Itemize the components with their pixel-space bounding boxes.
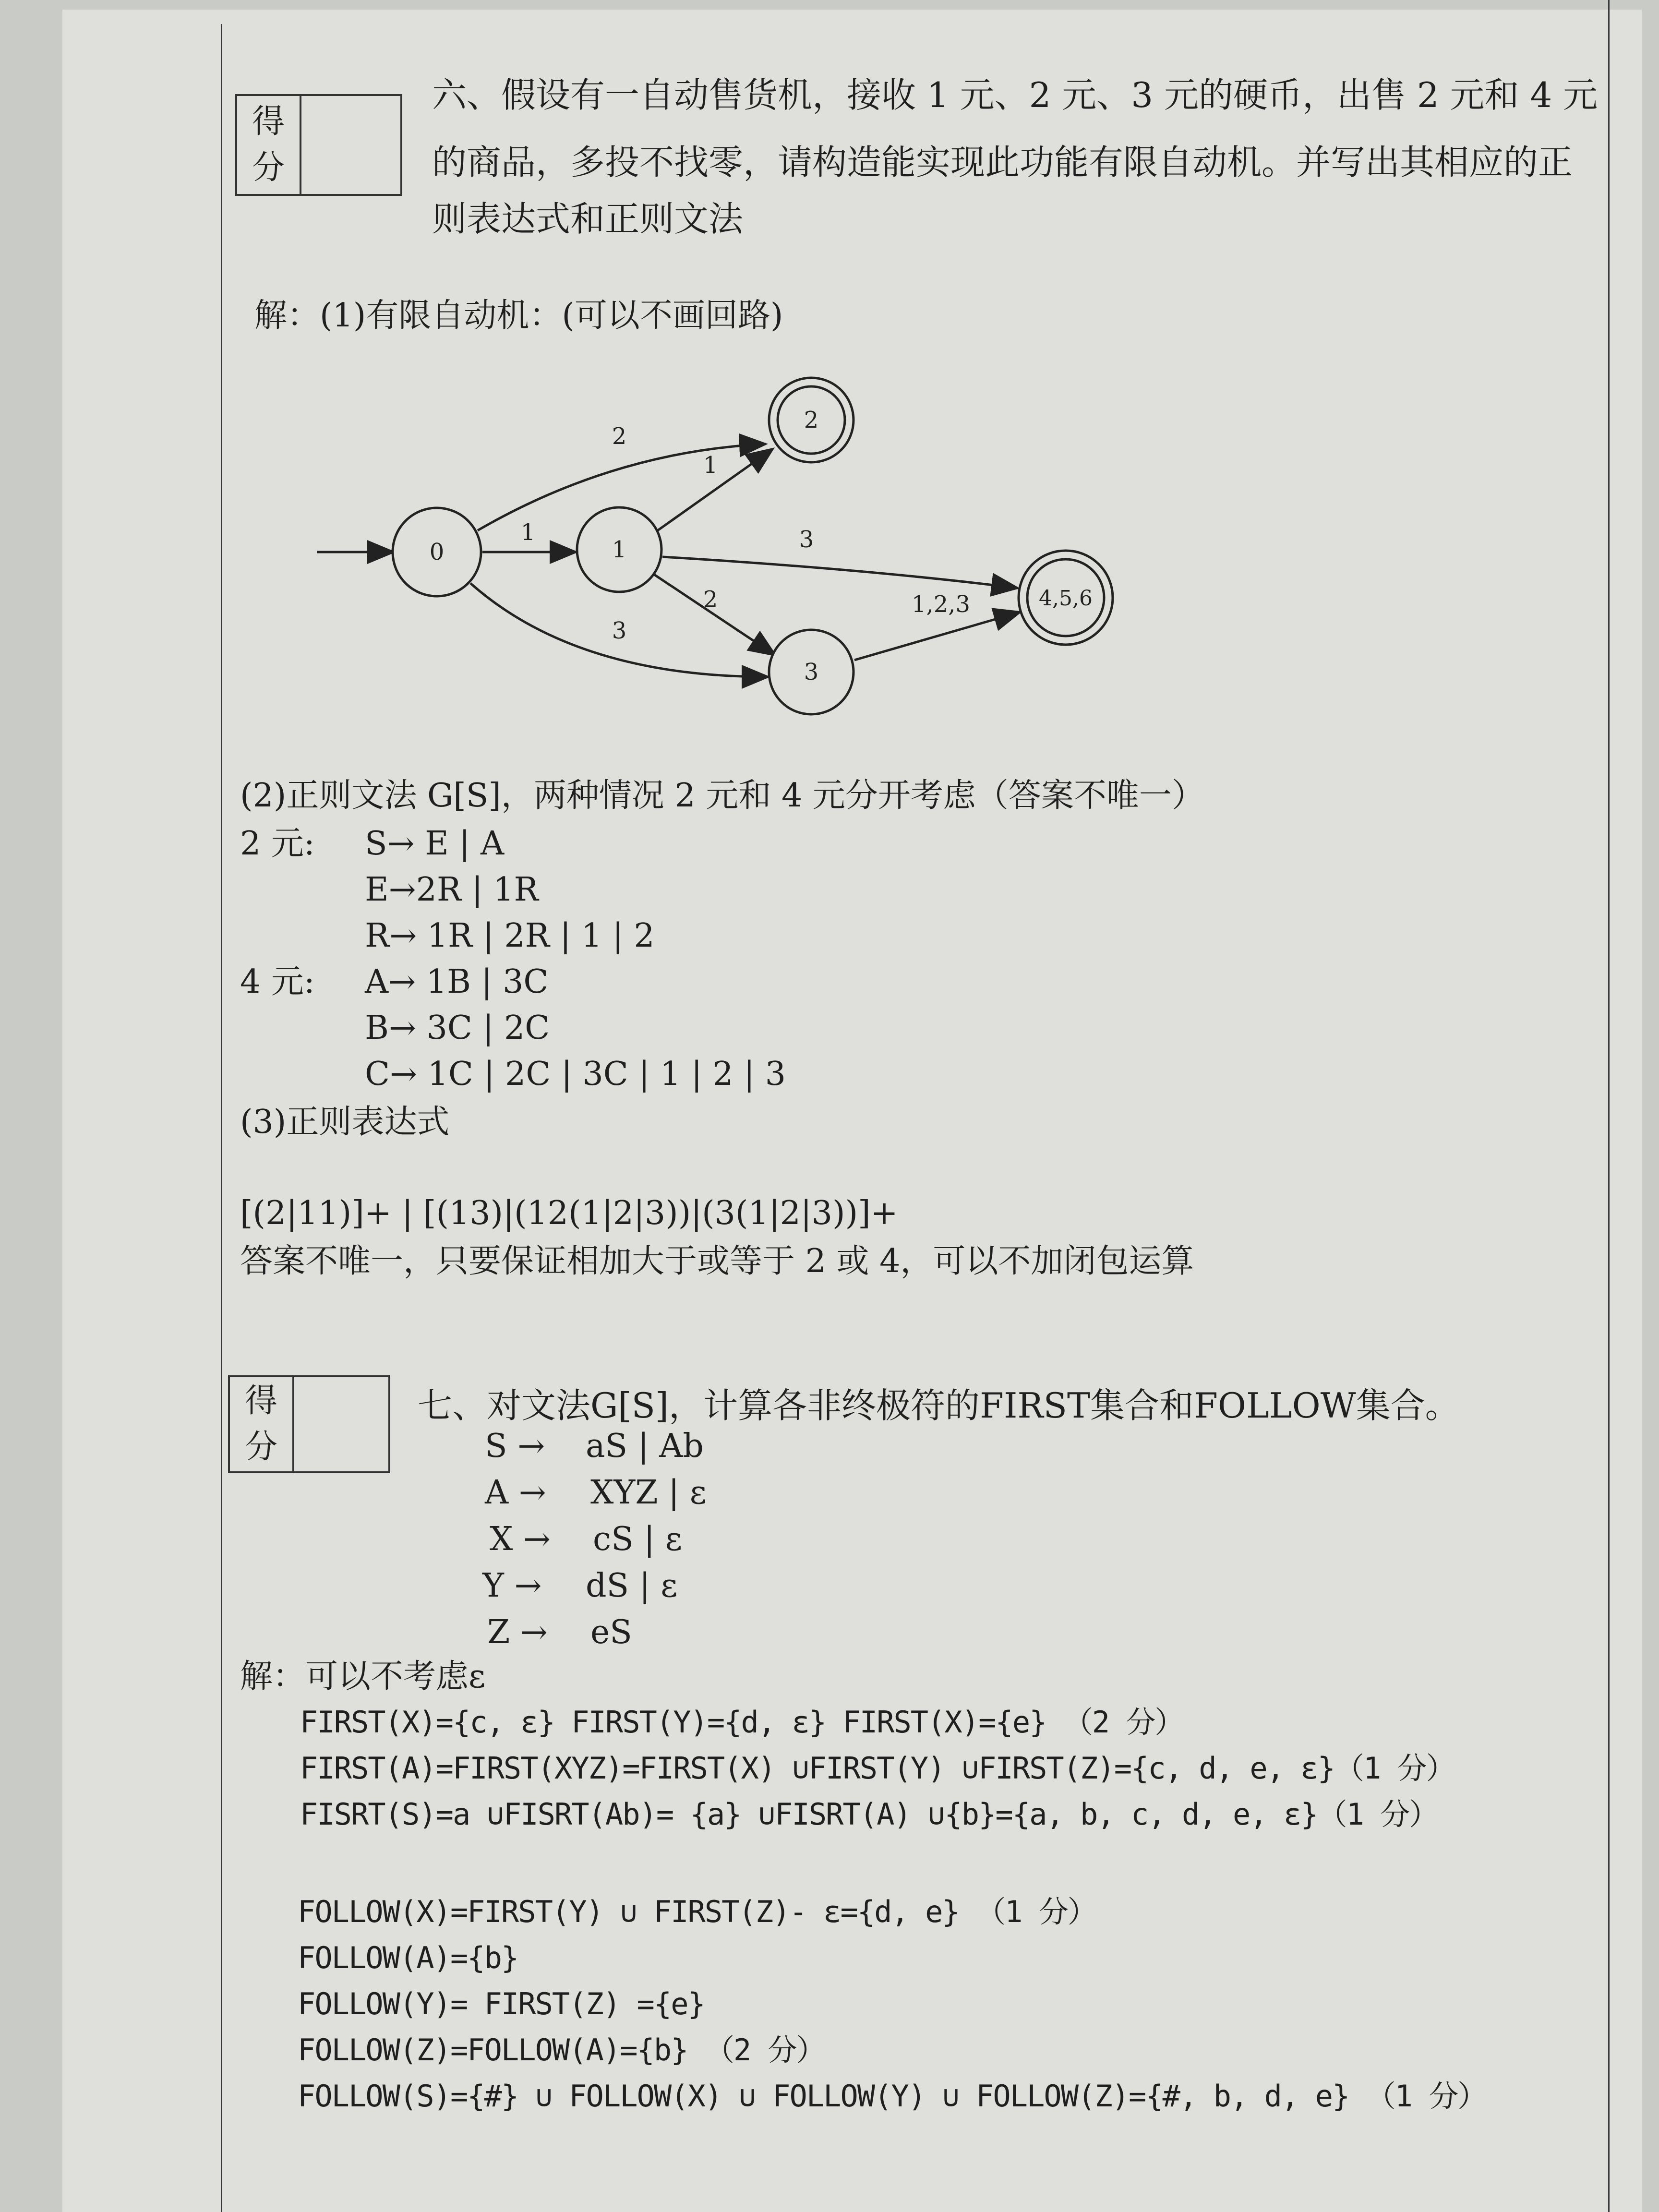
regex-expression: [(2|11)]+ | [(13)|(12(1|2|3))|(3(1|2|3))]+ (240, 1194, 898, 1232)
score-label-char: 分 (244, 1428, 277, 1466)
q6-answer-title: 解：(1)有限自动机：(可以不画回路) (254, 297, 783, 335)
fsm-diagram (0, 0, 1659, 768)
state-label: 0 (429, 539, 445, 565)
score-blank (294, 1377, 388, 1471)
production-lhs: S → (485, 1427, 545, 1465)
score-box-q7 (228, 1375, 390, 1473)
q7-title: 七、对文法G[S]，计算各非终极符的FIRST集合和FOLLOW集合。 (418, 1385, 1460, 1426)
first-set-line: FISRT(S)=a ∪FISRT(Ab)= {a} ∪FISRT(A) ∪{b}={a, b, c, d, e, ε}（1 分） (300, 1797, 1438, 1832)
production-lhs: Y → (482, 1567, 542, 1605)
grammar-tag: 2 元: (240, 825, 315, 863)
regex-note: 答案不唯一，只要保证相加大于或等于 2 或 4，可以不加闭包运算 (240, 1242, 1194, 1280)
follow-set-line: FOLLOW(Y)= FIRST(Z) ={e} (298, 1986, 705, 2021)
first-set-line: FIRST(X)={c, ε} FIRST(Y)={d, ε} FIRST(X)={e} （2 分） (300, 1705, 1184, 1740)
edge-label: 3 (799, 526, 814, 553)
edge-label: 3 (612, 617, 627, 644)
grammar-rule: A→ 1B | 3C (365, 963, 549, 1001)
score-label (230, 1377, 294, 1471)
q7-answer-title: 解：可以不考虑ε (240, 1658, 486, 1695)
edge-label: 2 (703, 586, 718, 613)
edge-label: 2 (612, 423, 627, 450)
score-label-char: 得 (252, 103, 285, 141)
regex-title: (3)正则表达式 (240, 1103, 450, 1141)
follow-set-line: FOLLOW(X)=FIRST(Y) ∪ FIRST(Z)- ε={d, e} （1 分） (298, 1894, 1096, 1929)
edge-1-456 (662, 557, 1018, 588)
state-label: 4,5,6 (1039, 586, 1093, 611)
grammar-rule: R→ 1R | 2R | 1 | 2 (365, 917, 655, 955)
score-label-char: 分 (252, 149, 285, 187)
grammar-rule: B→ 3C | 2C (365, 1009, 550, 1047)
production-lhs: X → (490, 1520, 551, 1558)
production-rhs: dS | ε (586, 1567, 678, 1605)
grammar-title: (2)正则文法 G[S]，两种情况 2 元和 4 元分开考虑（答案不唯一） (240, 777, 1204, 815)
q6-text-line: 的商品，多投不找零，请构造能实现此功能有限自动机。并写出其相应的正 (432, 142, 1573, 182)
production-lhs: A → (485, 1474, 546, 1512)
follow-set-line: FOLLOW(S)={#} ∪ FOLLOW(X) ∪ FOLLOW(Y) ∪ FOLLOW(Z)={#, b, d, e} （1 分） (298, 2079, 1487, 2114)
follow-set-line: FOLLOW(A)={b} (298, 1940, 518, 1975)
state-label: 2 (804, 407, 819, 433)
state-label: 1 (612, 536, 627, 563)
edge-3-456 (854, 612, 1020, 660)
state-label: 3 (804, 659, 819, 685)
grammar-rule: S→ E | A (365, 825, 505, 863)
production-rhs: eS (590, 1613, 632, 1651)
production-rhs: cS | ε (593, 1520, 683, 1558)
grammar-tag: 4 元: (240, 963, 315, 1001)
first-set-line: FIRST(A)=FIRST(XYZ)=FIRST(X) ∪FIRST(Y) ∪FIRST(Z)={c, d, e, ε}（1 分） (300, 1751, 1455, 1786)
grammar-rule: C→ 1C | 2C | 3C | 1 | 2 | 3 (365, 1055, 786, 1093)
production-rhs: aS | Ab (586, 1427, 704, 1465)
edge-label: 1,2,3 (911, 591, 971, 618)
score-label-char: 得 (244, 1382, 277, 1420)
follow-set-line: FOLLOW(Z)=FOLLOW(A)={b} （2 分） (298, 2032, 825, 2068)
q6-text-line: 则表达式和正则文法 (432, 199, 744, 239)
edge-label: 1 (703, 452, 718, 479)
q6-text-line: 六、假设有一自动售货机，接收 1 元、2 元、3 元的硬币，出售 2 元和 4 元 (432, 75, 1598, 115)
production-lhs: Z → (487, 1613, 548, 1651)
grammar-rule: E→2R | 1R (365, 871, 539, 909)
production-rhs: XYZ | ε (590, 1474, 707, 1512)
edge-label: 1 (520, 519, 536, 546)
